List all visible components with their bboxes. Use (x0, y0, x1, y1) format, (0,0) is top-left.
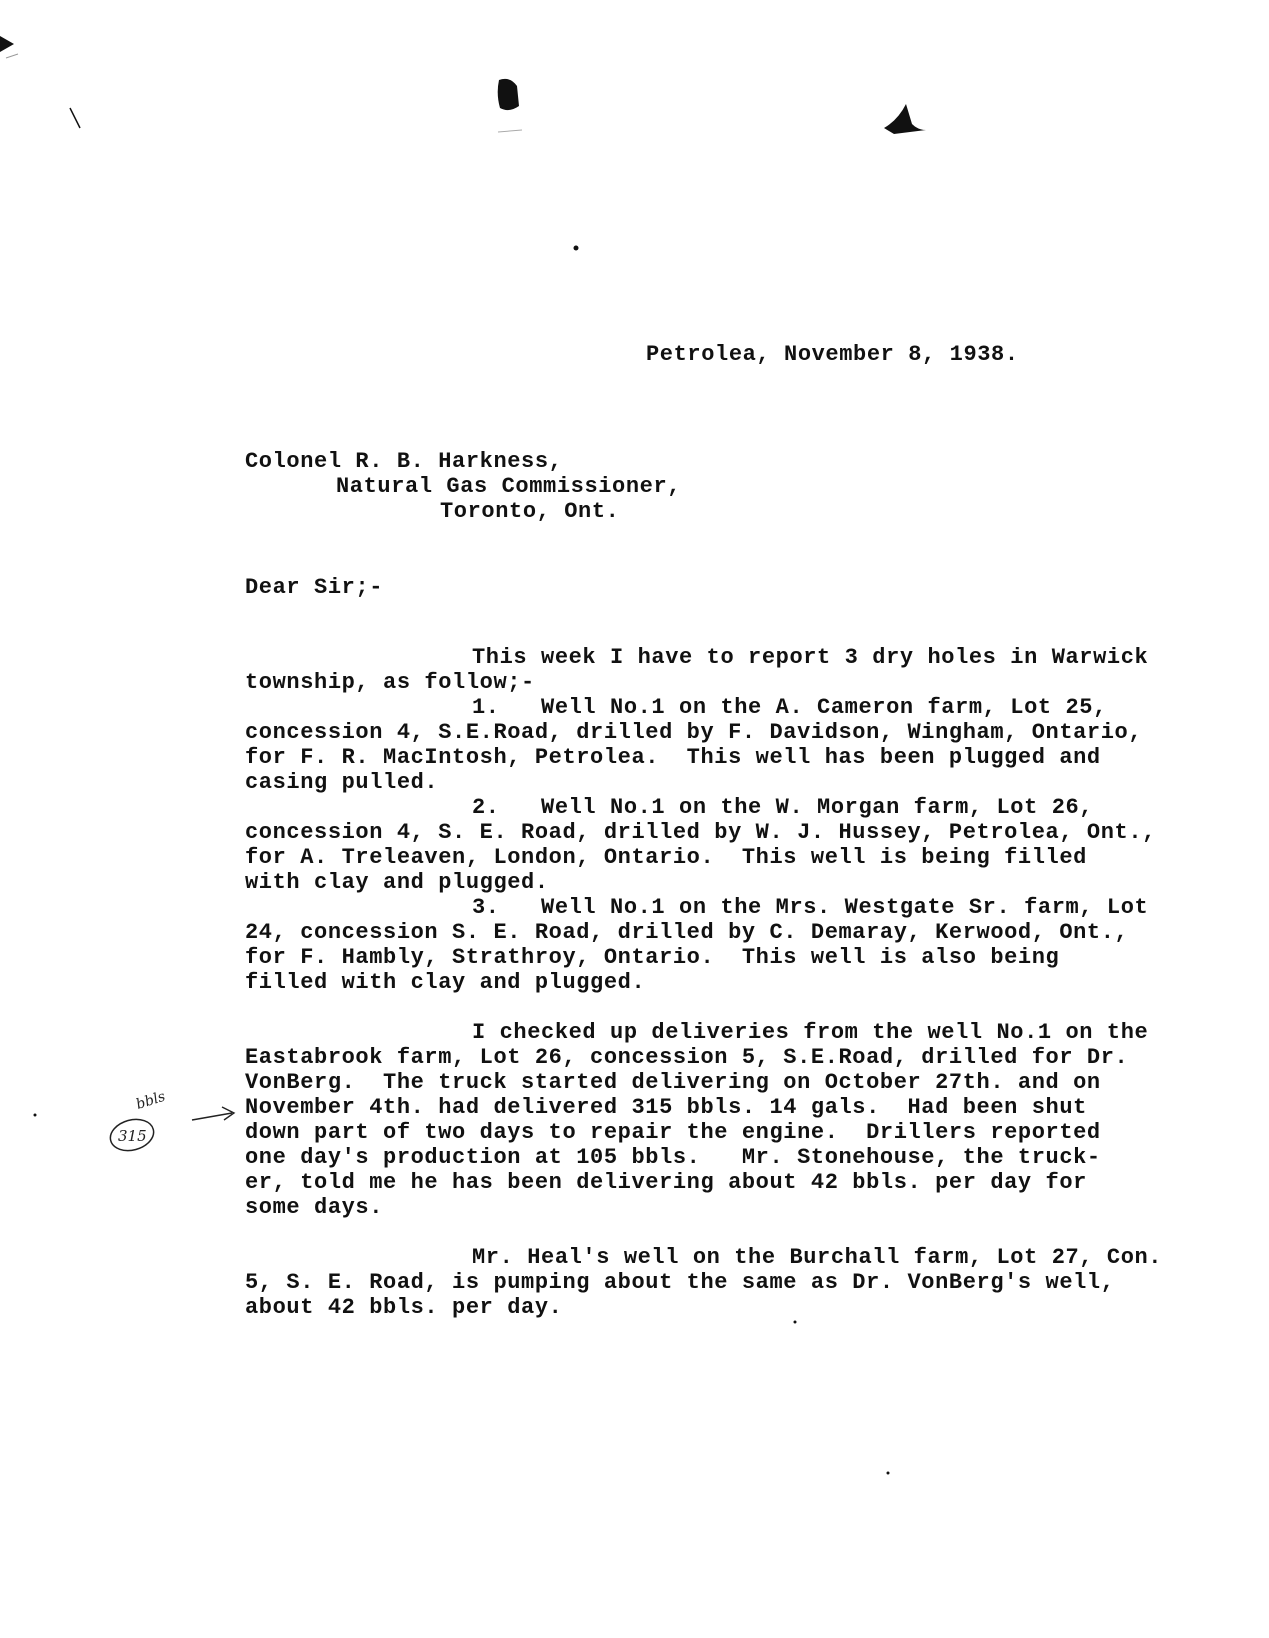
body-line: casing pulled. (245, 770, 439, 795)
ink-speck (794, 1321, 797, 1324)
body-line: er, told me he has been delivering about 42 bbls. per day for (245, 1170, 1087, 1195)
recipient-city: Toronto, Ont. (440, 499, 620, 524)
body-line: concession 4, S.E.Road, drilled by F. Davidson, Wingham, Ontario, (245, 720, 1143, 745)
body-line: concession 4, S. E. Road, drilled by W. J. Hussey, Petrolea, Ont., (245, 820, 1156, 845)
body-line: VonBerg. The truck started delivering on October 27th. and on (245, 1070, 1101, 1095)
body-line: 5, S. E. Road, is pumping about the same as Dr. VonBerg's well, (245, 1270, 1115, 1295)
body-line: I checked up deliveries from the well No.1 on the (472, 1020, 1149, 1045)
punch-hole-mark (498, 79, 519, 110)
ink-speck (34, 1114, 37, 1117)
ink-speck (887, 1472, 890, 1475)
body-line: for F. Hambly, Strathroy, Ontario. This well is also being (245, 945, 1060, 970)
body-line: one day's production at 105 bbls. Mr. Stonehouse, the truck- (245, 1145, 1101, 1170)
body-line: 1. Well No.1 on the A. Cameron farm, Lot 25, (472, 695, 1107, 720)
speck-line (70, 108, 80, 128)
body-line: 3. Well No.1 on the Mrs. Westgate Sr. farm, Lot (472, 895, 1149, 920)
body-line: Mr. Heal's well on the Burchall farm, Lot 27, Con. (472, 1245, 1163, 1270)
body-line: This week I have to report 3 dry holes in Warwick (472, 645, 1149, 670)
body-line: 24, concession S. E. Road, drilled by C. Demaray, Kerwood, Ont., (245, 920, 1129, 945)
margin-annotation (100, 1085, 240, 1165)
body-line: some days. (245, 1195, 384, 1220)
body-line: filled with clay and plugged. (245, 970, 646, 995)
ink-speck (574, 246, 579, 251)
corner-mark (0, 36, 14, 52)
margin-circled-value: 315 (118, 1127, 147, 1145)
body-line: down part of two days to repair the engine. Drillers reported (245, 1120, 1101, 1145)
body-line: about 42 bbls. per day. (245, 1295, 563, 1320)
speck-line (498, 130, 522, 132)
body-line: with clay and plugged. (245, 870, 549, 895)
recipient-name: Colonel R. B. Harkness, (245, 449, 563, 474)
salutation: Dear Sir;- (245, 575, 384, 600)
body-line: 2. Well No.1 on the W. Morgan farm, Lot 26, (472, 795, 1094, 820)
ink-speck (884, 104, 926, 134)
body-line: for A. Treleaven, London, Ontario. This well is being filled (245, 845, 1087, 870)
edge-tick (6, 54, 18, 58)
body-line: November 4th. had delivered 315 bbls. 14 gals. Had been shut (245, 1095, 1087, 1120)
margin-note-text: bbls (134, 1088, 168, 1113)
recipient-title: Natural Gas Commissioner, (336, 474, 682, 499)
body-line: for F. R. MacIntosh, Petrolea. This well has been plugged and (245, 745, 1101, 770)
body-line: township, as follow;- (245, 670, 535, 695)
date-line: Petrolea, November 8, 1938. (646, 342, 1019, 367)
body-line: Eastabrook farm, Lot 26, concession 5, S.E.Road, drilled for Dr. (245, 1045, 1129, 1070)
